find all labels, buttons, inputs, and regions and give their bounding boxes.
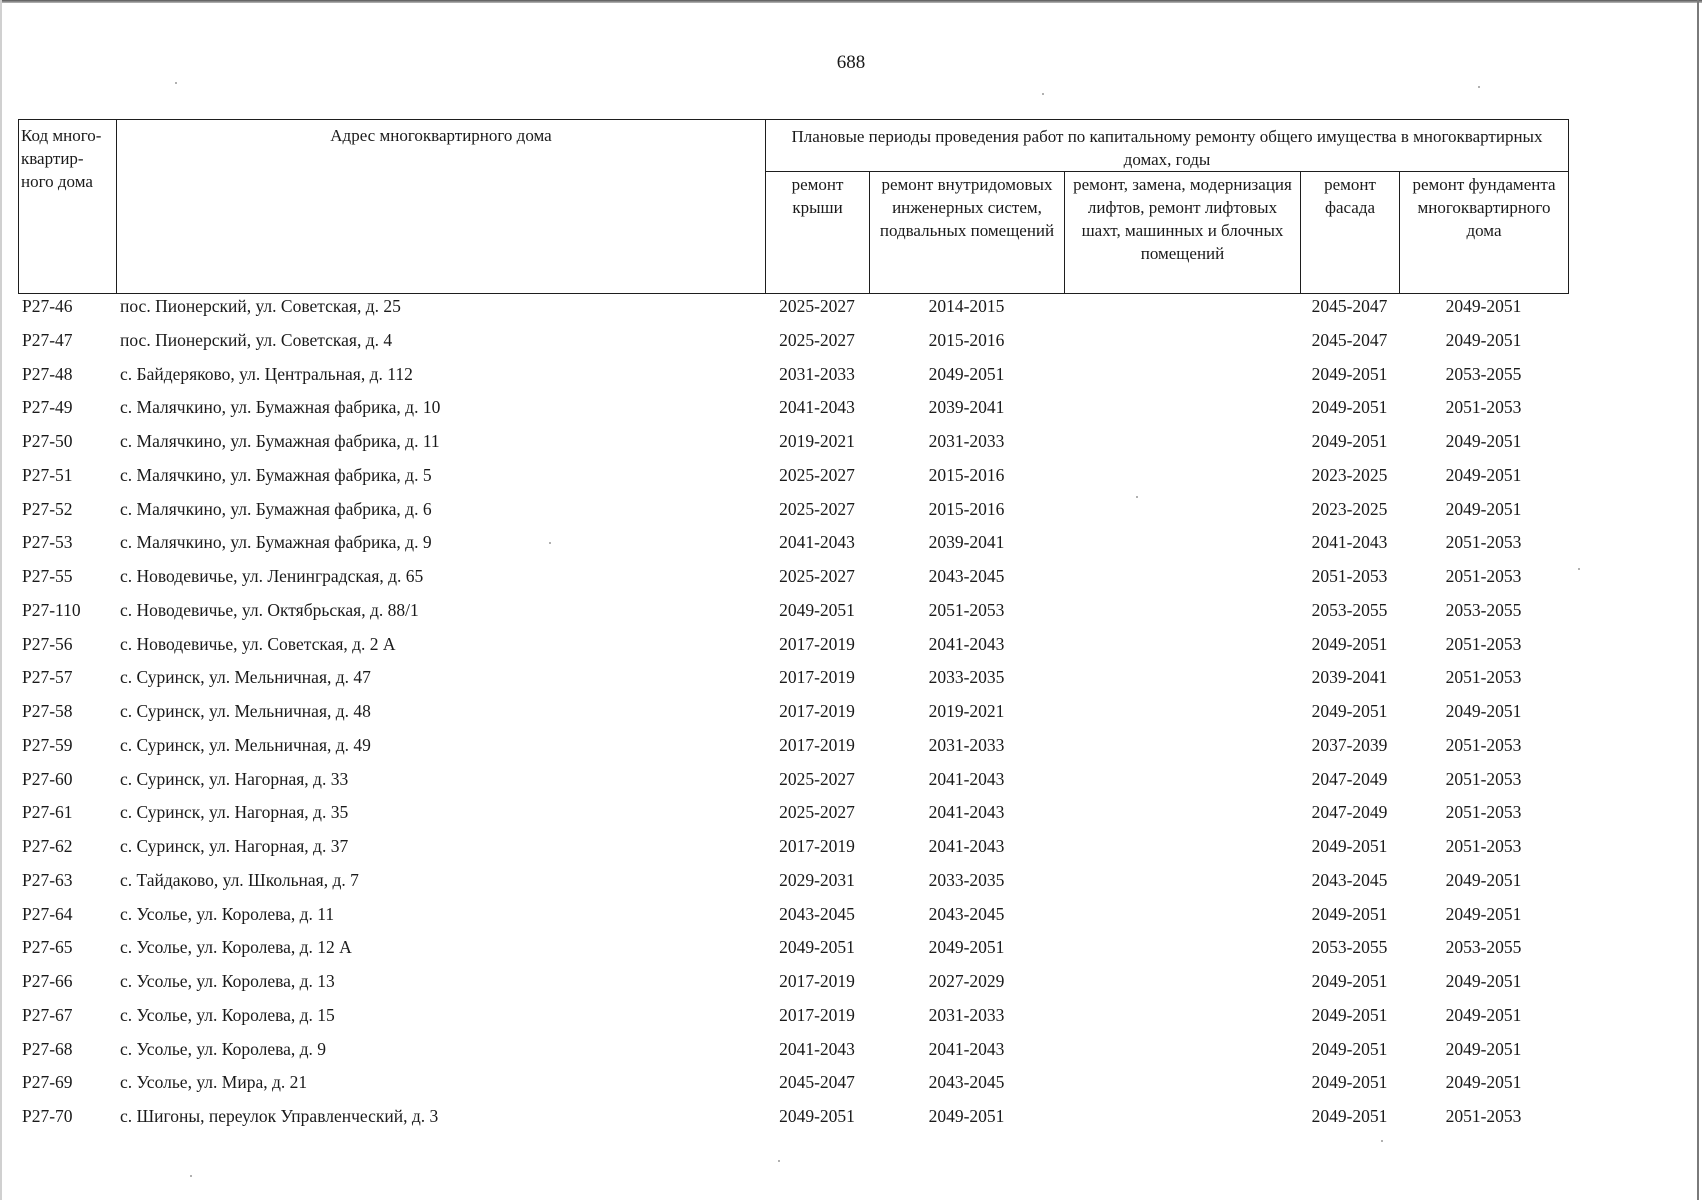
cell-elevators	[1064, 362, 1300, 396]
cell-address: с. Байдеряково, ул. Центральная, д. 112	[120, 363, 413, 384]
cell-facade: 2037-2039	[1311, 734, 1388, 755]
cell-code: Р27-56	[22, 633, 73, 654]
cell-address: с. Усолье, ул. Королева, д. 13	[120, 971, 335, 991]
table-row	[18, 497, 1568, 531]
table-row	[18, 767, 1568, 801]
cell-roof: 2049-2051	[779, 1106, 855, 1126]
cell-foundation: 2051-2053	[1445, 532, 1522, 553]
cell-engineering: 2049-2051	[928, 363, 1005, 384]
cell-elevators	[1064, 834, 1300, 868]
cell-roof: 2017-2019	[779, 971, 855, 991]
cell-roof: 2017-2019	[779, 836, 855, 856]
table-row	[18, 1070, 1568, 1104]
cell-elevators	[1064, 294, 1300, 328]
cell-elevators	[1064, 564, 1300, 598]
cell-foundation: 2051-2053	[1445, 633, 1522, 654]
cell-engineering: 2041-2043	[928, 633, 1005, 654]
cell-address: с. Усолье, ул. Королева, д. 15	[120, 1004, 335, 1025]
cell-facade: 2053-2055	[1311, 599, 1388, 620]
cell-elevators	[1064, 699, 1300, 733]
cell-elevators	[1064, 1070, 1300, 1104]
table-body	[18, 294, 1568, 1138]
cell-roof: 2017-2019	[779, 1004, 855, 1025]
cell-engineering: 2019-2021	[928, 701, 1005, 721]
table-header	[18, 119, 1569, 294]
table-row	[18, 598, 1568, 632]
cell-code: Р27-50	[22, 431, 73, 451]
cell-elevators	[1064, 665, 1300, 699]
cell-address: с. Суринск, ул. Мельничная, д. 48	[120, 701, 371, 721]
cell-foundation: 2049-2051	[1445, 701, 1522, 721]
cell-address: с. Шигоны, переулок Управленческий, д. 3	[120, 1106, 439, 1126]
cell-code: Р27-59	[22, 734, 73, 755]
cell-facade: 2041-2043	[1311, 532, 1388, 553]
table-row	[18, 834, 1568, 868]
table-row	[18, 1037, 1568, 1071]
cell-engineering: 2043-2045	[928, 1072, 1005, 1093]
cell-code: Р27-69	[22, 1072, 73, 1093]
header-engineering: ремонт внутридомовых инженерных систем, подвальных помещений	[870, 172, 1065, 294]
cell-elevators	[1064, 530, 1300, 564]
header-roof: ремонт крыши	[766, 172, 870, 294]
cell-facade: 2045-2047	[1311, 329, 1388, 350]
cell-engineering: 2015-2016	[928, 498, 1005, 519]
table-row	[18, 632, 1568, 666]
table-row	[18, 1104, 1568, 1138]
table-row	[18, 665, 1568, 699]
cell-roof: 2049-2051	[779, 937, 855, 958]
table-row	[18, 800, 1568, 834]
page-number: 688	[836, 52, 866, 73]
cell-engineering: 2051-2053	[928, 599, 1005, 620]
cell-address: с. Суринск, ул. Мельничная, д. 47	[120, 667, 371, 688]
cell-elevators	[1064, 868, 1300, 902]
cell-roof: 2041-2043	[779, 1038, 855, 1059]
cell-address: с. Новодевичье, ул. Ленинградская, д. 65	[120, 566, 424, 586]
cell-code: Р27-48	[22, 363, 73, 384]
cell-roof: 2017-2019	[779, 633, 855, 654]
cell-foundation: 2053-2055	[1445, 599, 1522, 620]
cell-roof: 2025-2027	[779, 566, 855, 586]
cell-code: Р27-70	[22, 1106, 73, 1126]
cell-address: с. Суринск, ул. Мельничная, д. 49	[120, 734, 371, 755]
table-row	[18, 362, 1568, 396]
cell-address: с. Суринск, ул. Нагорная, д. 37	[120, 836, 349, 856]
cell-engineering: 2033-2035	[928, 667, 1005, 688]
cell-facade: 2039-2041	[1311, 667, 1388, 688]
cell-facade: 2049-2051	[1311, 431, 1388, 451]
cell-engineering: 2041-2043	[928, 836, 1005, 856]
scan-edge-right	[1697, 0, 1699, 1200]
scan-edge-left	[0, 0, 2, 1200]
cell-address: с. Усолье, ул. Мира, д. 21	[120, 1072, 308, 1093]
cell-code: Р27-58	[22, 701, 73, 721]
cell-address: с. Суринск, ул. Нагорная, д. 35	[120, 802, 349, 823]
cell-address: с. Малячкино, ул. Бумажная фабрика, д. 5	[120, 464, 432, 485]
cell-engineering: 2033-2035	[928, 869, 1005, 890]
cell-facade: 2049-2051	[1311, 1106, 1388, 1126]
cell-elevators	[1064, 800, 1300, 834]
cell-facade: 2047-2049	[1311, 768, 1388, 789]
cell-code: Р27-65	[22, 937, 73, 958]
cell-roof: 2041-2043	[779, 532, 855, 553]
cell-foundation: 2051-2053	[1445, 802, 1522, 823]
cell-engineering: 2049-2051	[928, 937, 1005, 958]
cell-elevators	[1064, 463, 1300, 497]
cell-facade: 2049-2051	[1311, 397, 1388, 418]
cell-address: с. Новодевичье, ул. Октябрьская, д. 88/1	[120, 599, 419, 620]
cell-foundation: 2051-2053	[1445, 1106, 1522, 1126]
cell-engineering: 2014-2015	[928, 296, 1005, 316]
cell-elevators	[1064, 429, 1300, 463]
cell-engineering: 2039-2041	[928, 397, 1005, 418]
cell-elevators	[1064, 767, 1300, 801]
header-code: Код много-квартир-ного дома	[19, 120, 117, 294]
cell-facade: 2049-2051	[1311, 1038, 1388, 1059]
cell-facade: 2023-2025	[1311, 498, 1388, 519]
cell-code: Р27-52	[22, 498, 73, 519]
cell-address: с. Малячкино, ул. Бумажная фабрика, д. 9	[120, 532, 432, 553]
cell-engineering: 2043-2045	[928, 903, 1005, 924]
cell-roof: 2041-2043	[779, 397, 855, 418]
cell-foundation: 2049-2051	[1445, 1038, 1522, 1059]
cell-foundation: 2049-2051	[1445, 1072, 1522, 1093]
cell-elevators	[1064, 902, 1300, 936]
cell-facade: 2049-2051	[1311, 701, 1388, 721]
cell-engineering: 2049-2051	[928, 1106, 1005, 1126]
cell-elevators	[1064, 632, 1300, 666]
cell-engineering: 2031-2033	[928, 1004, 1005, 1025]
cell-foundation: 2049-2051	[1445, 971, 1522, 991]
cell-facade: 2023-2025	[1311, 464, 1388, 485]
cell-roof: 2017-2019	[779, 667, 855, 688]
cell-engineering: 2031-2033	[928, 431, 1005, 451]
cell-facade: 2049-2051	[1311, 633, 1388, 654]
table-row	[18, 969, 1568, 1003]
cell-engineering: 2039-2041	[928, 532, 1005, 553]
table-row	[18, 395, 1568, 429]
cell-elevators	[1064, 969, 1300, 1003]
cell-foundation: 2051-2053	[1445, 836, 1522, 856]
table-row	[18, 463, 1568, 497]
table-row	[18, 902, 1568, 936]
cell-elevators	[1064, 935, 1300, 969]
cell-code: Р27-67	[22, 1004, 73, 1025]
cell-code: Р27-110	[22, 599, 81, 620]
cell-roof: 2025-2027	[779, 768, 855, 789]
cell-code: Р27-46	[22, 296, 73, 316]
scan-edge-top	[0, 0, 1702, 3]
cell-code: Р27-55	[22, 566, 73, 586]
cell-address: с. Усолье, ул. Королева, д. 12 А	[120, 937, 352, 958]
cell-roof: 2025-2027	[779, 296, 855, 316]
cell-engineering: 2027-2029	[928, 971, 1005, 991]
cell-facade: 2047-2049	[1311, 802, 1388, 823]
cell-foundation: 2051-2053	[1445, 768, 1522, 789]
cell-code: Р27-60	[22, 768, 73, 789]
cell-address: с. Малячкино, ул. Бумажная фабрика, д. 10	[120, 397, 441, 418]
cell-code: Р27-62	[22, 836, 73, 856]
cell-roof: 2031-2033	[779, 363, 855, 384]
cell-code: Р27-49	[22, 397, 73, 418]
cell-roof: 2043-2045	[779, 903, 855, 924]
cell-engineering: 2031-2033	[928, 734, 1005, 755]
cell-facade: 2049-2051	[1311, 363, 1388, 384]
cell-foundation: 2051-2053	[1445, 734, 1522, 755]
cell-foundation: 2049-2051	[1445, 431, 1522, 451]
cell-facade: 2045-2047	[1311, 296, 1388, 316]
cell-address: пос. Пионерский, ул. Советская, д. 25	[120, 296, 401, 316]
cell-address: с. Тайдаково, ул. Школьная, д. 7	[120, 869, 359, 890]
cell-roof: 2045-2047	[779, 1072, 855, 1093]
cell-foundation: 2049-2051	[1445, 296, 1522, 316]
cell-elevators	[1064, 395, 1300, 429]
cell-facade: 2049-2051	[1311, 836, 1388, 856]
cell-address: с. Новодевичье, ул. Советская, д. 2 А	[120, 633, 396, 654]
cell-engineering: 2041-2043	[928, 802, 1005, 823]
cell-code: Р27-66	[22, 971, 73, 991]
cell-facade: 2053-2055	[1311, 937, 1388, 958]
table-row	[18, 699, 1568, 733]
cell-roof: 2049-2051	[779, 599, 855, 620]
table-row	[18, 530, 1568, 564]
table-row	[18, 429, 1568, 463]
cell-code: Р27-63	[22, 869, 73, 890]
cell-elevators	[1064, 497, 1300, 531]
cell-facade: 2049-2051	[1311, 971, 1388, 991]
cell-elevators	[1064, 598, 1300, 632]
cell-code: Р27-53	[22, 532, 73, 553]
cell-foundation: 2049-2051	[1445, 903, 1522, 924]
cell-engineering: 2043-2045	[928, 566, 1005, 586]
cell-roof: 2017-2019	[779, 701, 855, 721]
cell-roof: 2029-2031	[779, 869, 855, 890]
header-periods: Плановые периоды проведения работ по капитальному ремонту общего имущества в многоквартирных домах, годы	[766, 120, 1569, 172]
cell-facade: 2049-2051	[1311, 1072, 1388, 1093]
cell-roof: 2025-2027	[779, 464, 855, 485]
cell-code: Р27-68	[22, 1038, 73, 1059]
table-row	[18, 328, 1568, 362]
table-row	[18, 935, 1568, 969]
cell-engineering: 2015-2016	[928, 464, 1005, 485]
cell-address: пос. Пионерский, ул. Советская, д. 4	[120, 329, 393, 350]
cell-code: Р27-61	[22, 802, 73, 823]
header-elevators: ремонт, замена, модернизация лифтов, ремонт лифтовых шахт, машинных и блочных помещений	[1065, 172, 1301, 294]
cell-foundation: 2049-2051	[1445, 1004, 1522, 1025]
cell-roof: 2025-2027	[779, 498, 855, 519]
header-facade: ремонт фасада	[1301, 172, 1400, 294]
cell-roof: 2025-2027	[779, 802, 855, 823]
table-row	[18, 733, 1568, 767]
cell-address: с. Малячкино, ул. Бумажная фабрика, д. 11	[120, 431, 440, 451]
cell-facade: 2051-2053	[1311, 566, 1388, 586]
cell-elevators	[1064, 1003, 1300, 1037]
cell-facade: 2049-2051	[1311, 1004, 1388, 1025]
table-row	[18, 294, 1568, 328]
header-address: Адрес многоквартирного дома	[117, 120, 766, 294]
cell-foundation: 2051-2053	[1445, 667, 1522, 688]
cell-foundation: 2049-2051	[1445, 464, 1522, 485]
cell-roof: 2025-2027	[779, 329, 855, 350]
table-row	[18, 868, 1568, 902]
cell-foundation: 2051-2053	[1445, 397, 1522, 418]
cell-code: Р27-57	[22, 667, 73, 688]
cell-foundation: 2049-2051	[1445, 498, 1522, 519]
cell-code: Р27-47	[22, 329, 73, 350]
cell-facade: 2043-2045	[1311, 869, 1388, 890]
cell-address: с. Усолье, ул. Королева, д. 9	[120, 1038, 327, 1059]
cell-address: с. Усолье, ул. Королева, д. 11	[120, 903, 335, 924]
cell-code: Р27-51	[22, 464, 73, 485]
header-foundation: ремонт фундамента многоквартирного дома	[1400, 172, 1569, 294]
cell-roof: 2019-2021	[779, 431, 855, 451]
cell-foundation: 2053-2055	[1445, 363, 1522, 384]
cell-engineering: 2041-2043	[928, 768, 1005, 789]
table-row	[18, 1003, 1568, 1037]
cell-foundation: 2051-2053	[1445, 566, 1522, 586]
cell-roof: 2017-2019	[779, 734, 855, 755]
cell-foundation: 2049-2051	[1445, 869, 1522, 890]
cell-engineering: 2041-2043	[928, 1038, 1005, 1059]
cell-foundation: 2049-2051	[1445, 329, 1522, 350]
cell-facade: 2049-2051	[1311, 903, 1388, 924]
cell-elevators	[1064, 1104, 1300, 1138]
table-row	[18, 564, 1568, 598]
cell-address: с. Малячкино, ул. Бумажная фабрика, д. 6	[120, 498, 432, 519]
cell-elevators	[1064, 328, 1300, 362]
cell-engineering: 2015-2016	[928, 329, 1005, 350]
cell-address: с. Суринск, ул. Нагорная, д. 33	[120, 768, 349, 789]
cell-foundation: 2053-2055	[1445, 937, 1522, 958]
cell-code: Р27-64	[22, 903, 73, 924]
cell-elevators	[1064, 1037, 1300, 1071]
cell-elevators	[1064, 733, 1300, 767]
